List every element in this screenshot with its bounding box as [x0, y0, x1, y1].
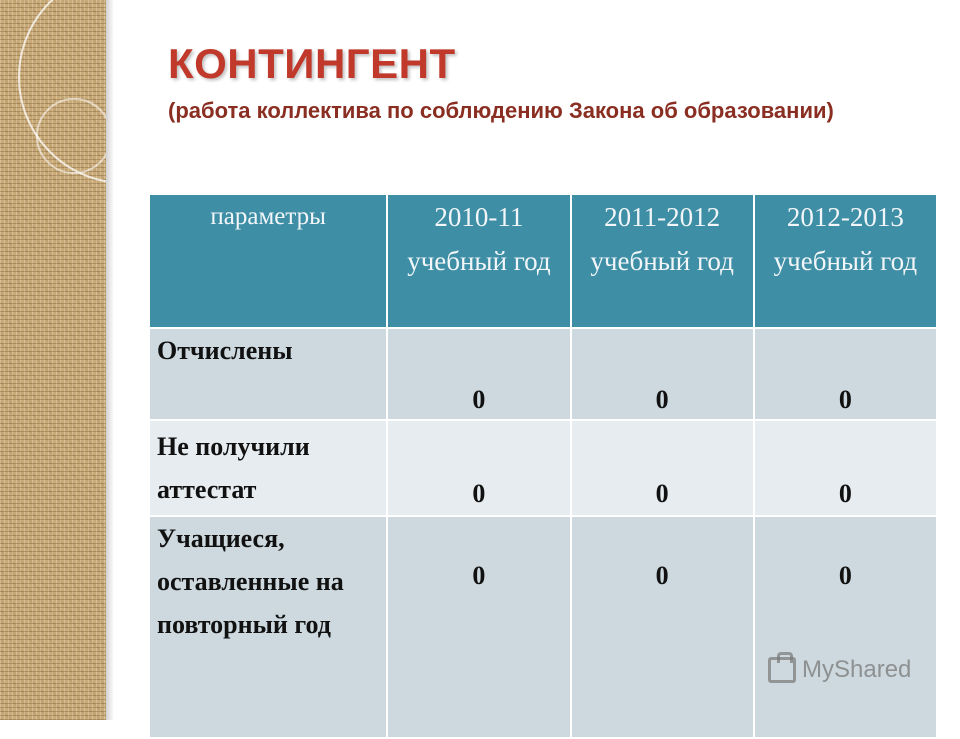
header-year-2011-2012: 2011-2012 учебный год: [571, 194, 754, 328]
presentation-icon: [768, 657, 796, 683]
table-row: [149, 328, 937, 420]
cell-value: 0: [387, 420, 570, 516]
header-year-2010-11: 2010-11 учебный год: [387, 194, 570, 328]
cell-value: 0: [754, 516, 937, 738]
table-header-row: [149, 194, 937, 328]
cell-value: 0: [754, 328, 937, 420]
burlap-texture-panel: [0, 0, 106, 720]
watermark-text: MyShared: [802, 656, 912, 683]
cell-value: 0: [754, 420, 937, 516]
table-row: [149, 420, 937, 516]
cell-value: 0: [571, 420, 754, 516]
cell-value: 0: [571, 328, 754, 420]
header-parameters: параметры: [149, 194, 387, 328]
watermark: [768, 656, 911, 684]
slide-title: КОНТИНГЕНТ: [168, 40, 456, 87]
row-label-no-certificate: Не получили аттестат: [149, 420, 387, 516]
cell-value: 0: [387, 328, 570, 420]
cell-value: 0: [571, 516, 754, 738]
decorative-ring-small: [36, 98, 106, 174]
slide-subtitle: (работа коллектива по соблюдению Закона об образовании): [168, 98, 834, 123]
table-row: [149, 516, 937, 738]
panel-shadow: [106, 0, 114, 720]
row-label-repeat-year: Учащиеся, оставленные на повторный год: [149, 516, 387, 738]
row-label-expelled: Отчислены: [149, 328, 387, 420]
cell-value: 0: [387, 516, 570, 738]
header-year-2012-2013: 2012-2013 учебный год: [754, 194, 937, 328]
